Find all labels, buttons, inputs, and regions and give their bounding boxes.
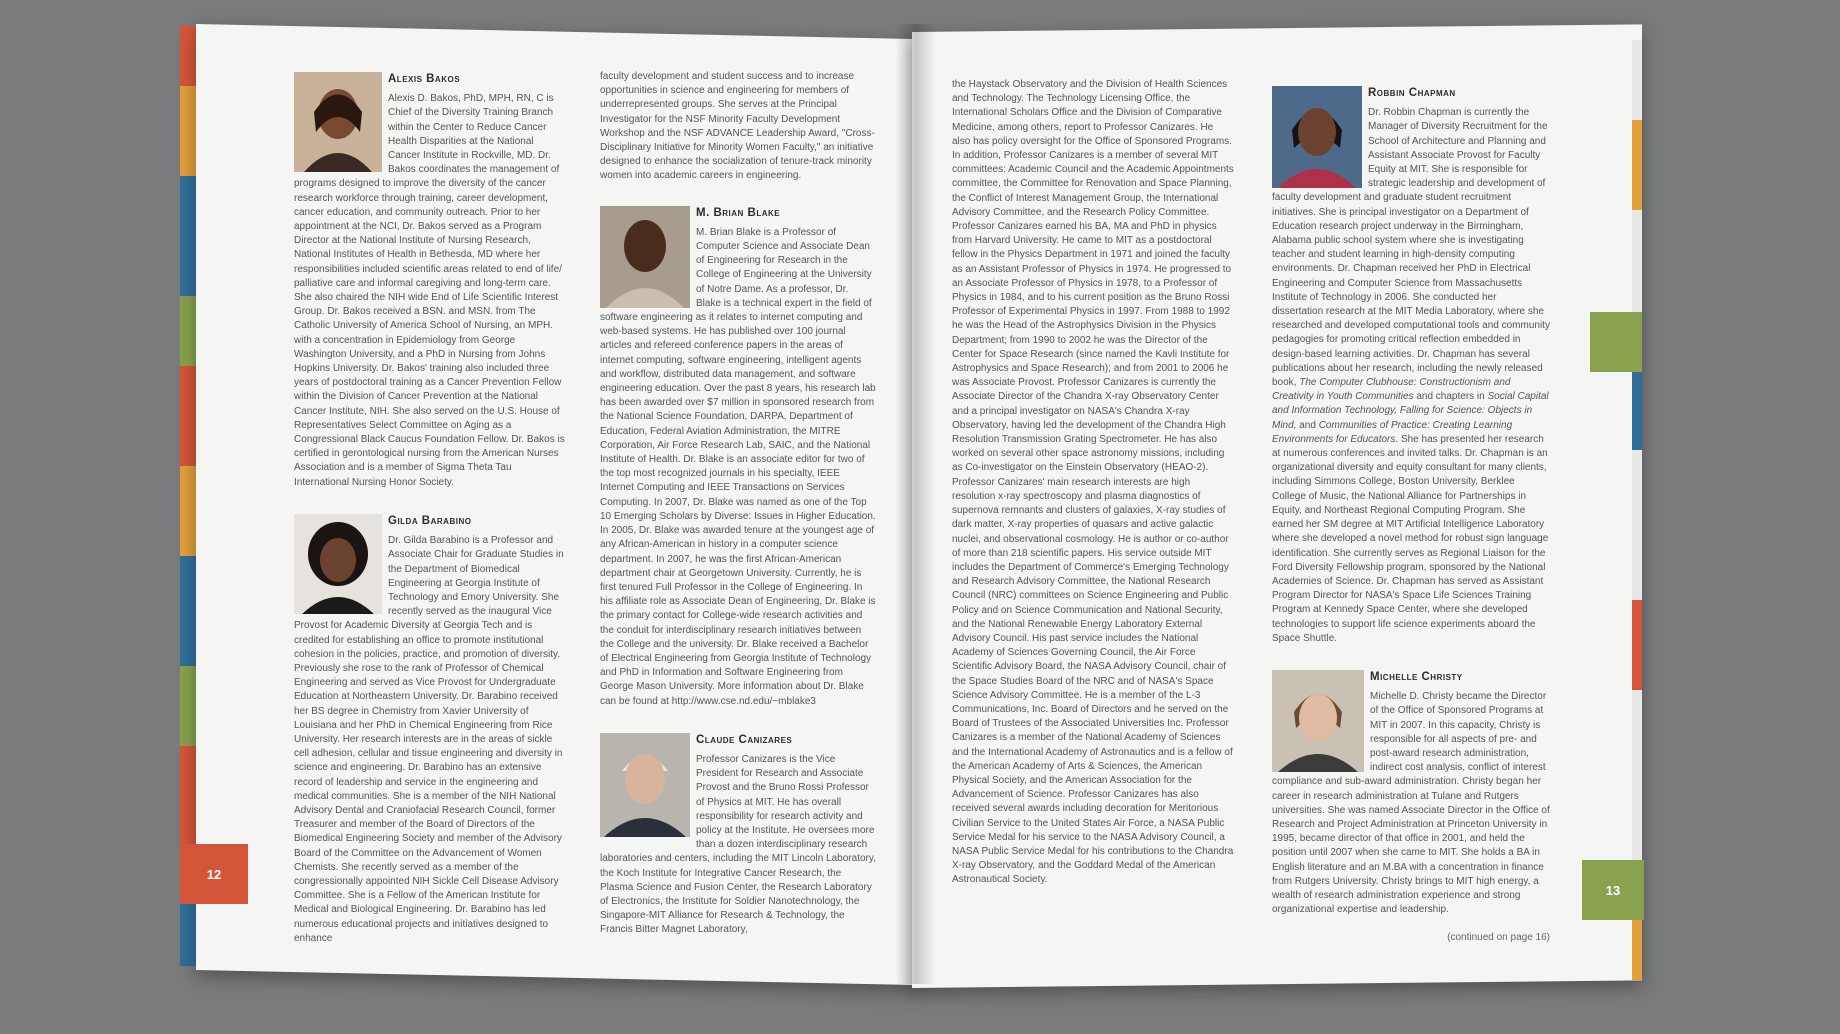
text-barabino: Dr. Gilda Barabino is a Professor and Associate Chair for Graduate Studies in the Department of Biomedical Engineering at Georgia Institute of Technology and Emory University. She recently served as the inaugural Vice Provost for Academic Diversity at Georgia Tech and is credited for establishing an office to promote institutional cohesion in the policies, practice, and promotion of diversity. Previously she rose to the rank of Professor of Chemical Engineering and served as Vice Provost for Undergraduate Education at Northeastern University. Dr. Barabino received her BS degree in Chemistry from Xavier University of Louisiana and her PhD in Chemical Engineering from Rice University. Her research interests are in the areas of sickle cell adhesion, cellular and tissue engineering and diversity in science and engineering. Dr. Barabino has an extensive record of leadership and service in the engineering and medical communities. She is a member of the NIH National Advisory Dental and Craniofacial Research Council, former Treasurer and member of the Board of Directors of the Biomedical Engineering Society and member of the Advisory Board of the Committee on the Advancement of Women Chemists. She recently served as a member of the congressionally appointed NIH Sickle Cell Disease Advisory Committee. She is a Fellow of the American Institute for Medical and Biological Engineering. Dr. Barabino has led numerous educational projects and initiatives designed to enhance: [294, 535, 564, 944]
name-chapman: Robbin Chapman: [1368, 87, 1456, 99]
name-barabino: Gilda Barabino: [388, 514, 472, 527]
name-canizares: Claude Canizares: [696, 733, 793, 746]
left-page-color-edge: [180, 26, 196, 966]
right-page-color-edge: [1632, 40, 1642, 980]
name-blake: M. Brian Blake: [696, 206, 781, 219]
right-edge-tab: [1590, 312, 1642, 372]
bio-barabino: [294, 514, 566, 946]
bio-bakos: [294, 72, 566, 490]
bio-christy: [1272, 670, 1550, 946]
page-number-right-text: 13: [1605, 882, 1621, 898]
text-chapman-part-4: . She has presented her research at numerous conferences and invited talks. Dr. Chapman is an organizational diversity and equity consultant for many clients, including Simmons College, Boston University, Berklee College of Music, the National Alliance for Partnerships in Equity, and Northeast Regional Computing Program. She earned her SM degree at MIT Artificial Intelligence Laboratory where she developed a novel method for robust sign language identification. She currently serves as Regional Liaison for the Ford Diversity Fellowship program, sponsored by the National Academies of Science. Dr. Chapman has served as Assistant Program Director for NASA's Space Life Sciences Training Program at Kennedy Space Center, where she developed technologies to support life science experiments aboard the Space Shuttle.: [1272, 433, 1549, 644]
text-chapman-part-3: and: [1296, 419, 1319, 431]
book-title-communities: Communities of Practice: Creating Learning Environments for Educators: [1272, 419, 1513, 445]
photo-chapman: [1272, 86, 1362, 188]
photo-christy: [1272, 670, 1364, 772]
text-barabino-continued: faculty development and student success and to increase opportunities in science and engineering for members of underrepresented groups. She serves at the Principal Investigator for the NSF Minority Faculty Development Workshop and the NSF ADVANCE Leadership Award, "Cross-Disciplinary Initiative for Minority Women Faculty," an initiative designed to enhance the socialization of tenure-track minority women into academic careers in engineering.: [600, 71, 875, 182]
page-number-left: [180, 844, 248, 904]
name-christy: Michelle Christy: [1370, 670, 1463, 683]
text-canizares-continued: the Haystack Observatory and the Division of Health Sciences and Technology. The Technology Licensing Office, the International Scholars Office and the Division of Comparative Medicine, among others, report to Professor Canizares. He also has policy oversight for the Office of Sponsored Programs. In addition, Professor Canizares is a member of several MIT committees: Academic Council and the Academic Appointments committee, the Committee for Renovation and Space Planning, the Conflict of Interest Management Group, the International Advisory Committee, and the Research Policy Committee. Professor Canizares earned his BA, MA and PhD in physics from Harvard University. He came to MIT as a postdoctoral fellow in the Physics Department in 1971 and joined the faculty as an Assistant Professor of Physics in 1974. He progressed to an Associate Professor of Physics in 1978, to a Professor of Physics in 1984, and to his current position as the Bruno Rossi Professor of Experimental Physics in 1997. From 1988 to 1992 he was the Head of the Astrophysics Division in the Physics Department; from 1990 to 2002 he was the Director of the Center for Space Research (since named the Kavli Institute for Astrophysics and Space Research); and from 2001 to 2006 he was Associate Provost. Professor Canizares is currently the Associate Director of the Chandra X-ray Observatory Center and a principal investigator on NASA's Chandra X-ray Observatory, having led the development of the Chandra High Resolution Transmission Grating Spectrometer. He has also worked on several other space astronomy missions, including as Co-investigator on the Einstein Observatory (HEAO-2). Professor Canizares' main research interests are high resolution x-ray spectroscopy and plasma diagnostics of supernova remnants and clusters of galaxies, X-ray studies of dark matter, X-ray properties of quasars and active galactic nuclei, and observational cosmology. He is author or co-author of more than 218 scientific papers. His service outside MIT includes the Department of Commerce's Emerging Technology and Research Advisory Committee, the National Research Council (NRC) committees on Science Engineering and Public Policy and on Science Communication and National Security, and the National Renewable Energy Laboratory External Advisory Council. His past service includes the National Academy of Sciences Governing Council, the Air Force Scientific Advisory Board, the NASA Advisory Council, chair of the Space Studies Board of the NRC and of NASA's Space Science Advisory Committee. He is a member of the L-3 Communications, Inc. Board of Directors and he served on the Board of Trustees of the Associated Universities Inc. Professor Canizares is a member of the National Academy of Sciences and the International Academy of Astronautics and is a fellow of the American Academy of Arts & Sciences, the American Physical Society, and the American Association for the Advancement of Science. Professor Canizares has also received several awards including decoration for Meritorious Civilian Service to the United States Air Force, a NASA Public Service Medal for his service to the NASA Advisory Council, a NASA Public Service Medal for his contributions to the Chandra X-ray Observatory, and the Goddard Medal of the American Astronautical Society.: [952, 79, 1234, 886]
photo-canizares: [600, 733, 690, 837]
page-number-left-text: 12: [206, 866, 222, 882]
photo-blake: [600, 206, 690, 308]
text-chapman-part-1: Dr. Robbin Chapman is currently the Manager of Diversity Recruitment for the School of Architecture and Planning and Assistant Associate Provost for Faculty Equity at MIT. She is responsible for strategic leadership and development of faculty development and graduate student recruitment initiatives. She is principal investigator on a Department of Education research project underway in the Birmingham, Alabama public school system where she is investigating teacher and student learning in high-density computing environments. Dr. Chapman received her PhD in Electrical Engineering and Computer Science from Massachusetts Institute of Technology in 2006. She conducted her dissertation research at the MIT Media Laboratory, where she researched and developed computational tools and community pedagogies for promoting critical reflection embedded in design-based learning activities. Dr. Chapman has several publications about her research, including the newly released book,: [1272, 107, 1550, 389]
column-3: [952, 78, 1234, 888]
photo-bakos: [294, 72, 382, 172]
bio-blake: [600, 206, 876, 709]
column-2: [600, 70, 876, 962]
continued-note: (continued on page 16): [1447, 932, 1550, 944]
text-chapman-part-2: and chapters in: [1413, 391, 1488, 403]
column-1: [294, 72, 566, 970]
page-number-right: [1582, 860, 1644, 920]
bio-canizares: [600, 733, 876, 938]
text-bakos: Alexis D. Bakos, PhD, MPH, RN, C is Chief of the Diversity Training Branch within the Center to Reduce Cancer Health Disparities at the National Cancer Institute in Rockville, MD. Dr. Bakos coordinates the management of programs designed to improve the diversity of the cancer research workforce through training, career development, cancer education, and community outreach. Prior to her appointment at the NCI, Dr. Bakos served as a Program Director at the National Institute of Nursing Research, National Institutes of Health in Bethesda, MD where her responsibilities included scientific areas related to end of life/ palliative care and informal caregiving and long-term care. She also chaired the NIH wide End of Life Scientific Interest Group. Dr. Bakos received a BSN. and MSN. from The Catholic University of America School of Nursing, an MPH. with a concentration in Epidemiology from George Washington University, and a PhD in Nursing from Johns Hopkins University. Dr. Bakos' training also included three years of postdoctoral training as a Cancer Prevention Fellow within the Division of Cancer Prevention at the National Cancer Institute, NIH. She also served on the U.S. House of Representatives Select Committee on Aging as a Congressional Black Caucus Foundation Fellow. Dr. Bakos is certified in gerontological nursing from the American Nurses Association and is a member of Sigma Theta Tau International Nursing Honor Society.: [294, 93, 565, 488]
bio-chapman: [1272, 86, 1550, 646]
text-christy: Michelle D. Christy became the Director of the Office of Sponsored Programs at MIT in 2007. In this capacity, Christy is responsible for all aspects of pre- and post-award research administration, indirect cost analysis, conflict of interest compliance and sub-award administration. Christy began her career in research administration at Tulane and Rutgers universities. She was named Associate Director in the Office of Research and Project Administration at Princeton University in 1995, became director of that office in 2001, and held the position until 2007 when she came to MIT. She holds a BA in English literature and an M.BA with a concentration in finance from Rutgers University. Christy brings to MIT high energy, a wealth of research administration experience and strong organizational expertise and leadership.: [1272, 691, 1550, 916]
photo-barabino: [294, 514, 382, 614]
page-gutter: [896, 24, 936, 984]
text-blake: M. Brian Blake is a Professor of Computer Science and Associate Dean of Engineering for Research in the College of Engineering at the University of Notre Dame. As a professor, Dr. Blake is a technical expert in the field of software engineering as it relates to internet computing and web-based systems. He has published over 100 journal articles and refereed conference papers in the areas of internet computing, software engineering, intelligent agents and workflow, distributed data management, and software engineering education. Over the past 8 years, his research lab has been awarded over $7 million in sponsored research from the National Science Foundation, DARPA, Department of Education, Federal Aviation Administration, the MITRE Corporation, Air Force Research Lab, SAIC, and the National Institute of Health. Dr. Blake is an associate editor for two of the top most recognized journals in his specialty, IEEE Internet Computing and IEEE Transactions on Services Computing. In 2007, Dr. Blake was named as one of the Top 10 Emerging Scholars by Diverse: Issues in Higher Education. In 2005, Dr. Blake was awarded tenure at the youngest age of any African-American in history in a computer science department. In 2007, he was the first African-American department chair at Georgetown University. Currently, he is first tenured Full Professor in the College of Engineering. In his affiliate role as Associate Dean of Engineering, Dr. Blake is the primary contact for College-wide research activities and the conduit for interdisciplinary research initiatives between the College and the university. Dr. Blake received a Bachelor of Electrical Engineering from Georgia Institute of Technology and PhD in Information and Software Engineering from George Mason University. More information about Dr. Blake can be found at http://www.cse.nd.edu/~mblake3: [600, 226, 876, 707]
book-title-social-capital: Social Capital and Information Technology, Falling for Science: Objects in Mind,: [1272, 391, 1549, 431]
book-title-clubhouse: The Computer Clubhouse: Constructionism and Creativity in Youth Communities: [1272, 377, 1511, 403]
column-4: [1272, 86, 1550, 946]
name-bakos: Alexis Bakos: [388, 73, 461, 85]
text-canizares: Professor Canizares is the Vice President for Research and Associate Provost and the Bruno Rossi Professor of Physics at MIT. He has overall responsibility for research activity and policy at the Institute. He oversees more than a dozen interdisciplinary research laboratories and centers, including the MIT Lincoln Laboratory, the Koch Institute for Integrative Cancer Research, the Plasma Science and Fusion Center, the Research Laboratory of Electronics, the Institute for Soldier Nanotechnology, the Singapore-MIT Alliance for Research & Technology, the Francis Bitter Magnet Laboratory,: [600, 753, 876, 936]
